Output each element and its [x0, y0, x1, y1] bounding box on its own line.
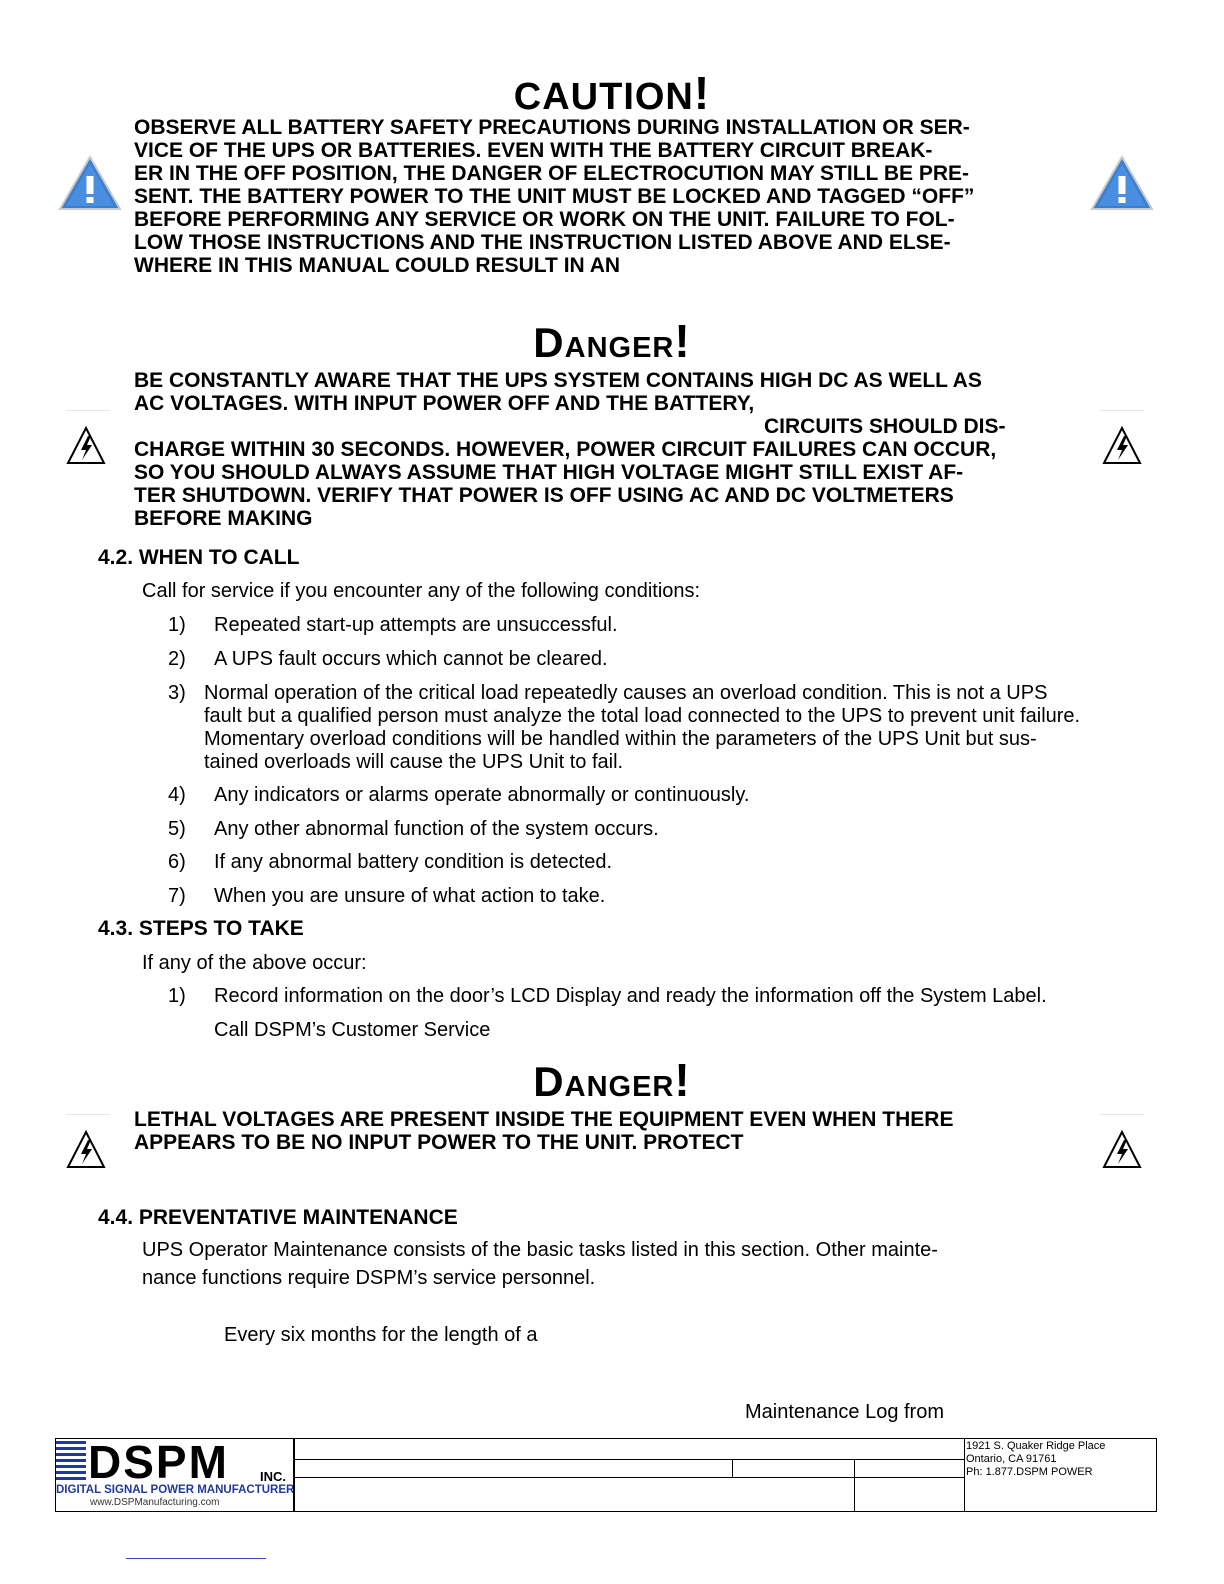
- list-item: If any abnormal battery condition is detected.: [214, 851, 613, 873]
- danger-line: BE CONSTANTLY AWARE THAT THE UPS SYSTEM CONTAINS HIGH DC AS WELL AS: [134, 369, 982, 392]
- section-paragraph: nance functions require DSPM’s service personnel.: [142, 1267, 596, 1289]
- danger-title-text: Danger: [533, 1058, 675, 1105]
- logo-subtitle: DIGITAL SIGNAL POWER MANUFACTURER: [56, 1484, 295, 1496]
- list-item: When you are unsure of what action to take.: [214, 885, 606, 907]
- grid-line: [732, 1459, 733, 1477]
- list-item: Repeated start-up attempts are unsuccessful.: [214, 614, 618, 636]
- caution-line: ER IN THE OFF POSITION, THE DANGER OF ELECTROCUTION MAY STILL BE PRE-: [134, 162, 969, 185]
- caution-title-bang: !: [693, 67, 711, 119]
- divider: [1100, 1114, 1144, 1115]
- section-intro: Call for service if you encounter any of the following conditions:: [142, 580, 701, 602]
- danger-title-text: Danger: [533, 319, 675, 366]
- maintenance-log-text: Maintenance Log from: [745, 1401, 945, 1423]
- caution-line: LOW THOSE INSTRUCTIONS AND THE INSTRUCTION LISTED ABOVE AND ELSE-: [134, 231, 951, 254]
- logo-main: DSPM: [88, 1436, 229, 1488]
- warning-triangle-icon: [1090, 154, 1154, 212]
- high-voltage-icon: [1102, 1130, 1142, 1170]
- address-line: Ph: 1.877.DSPM POWER: [966, 1466, 1093, 1478]
- list-number: 2): [168, 648, 186, 670]
- schedule-text: Every six months for the length of a: [224, 1324, 538, 1346]
- logo-url: www.DSPManufacturing.com: [90, 1497, 220, 1508]
- list-number: 1): [168, 985, 186, 1007]
- section-heading: 4.4. PREVENTATIVE MAINTENANCE: [98, 1206, 458, 1229]
- caution-title: [0, 66, 1224, 120]
- section-heading: 4.2. WHEN TO CALL: [98, 546, 300, 569]
- list-number: 7): [168, 885, 186, 907]
- danger-line: CHARGE WITHIN 30 SECONDS. HOWEVER, POWER CIRCUIT FAILURES CAN OCCUR,: [134, 438, 997, 461]
- danger-line: TER SHUTDOWN. VERIFY THAT POWER IS OFF USING AC AND DC VOLTMETERS: [134, 484, 954, 507]
- high-voltage-icon: [66, 426, 106, 466]
- list-item: Record information on the door’s LCD Display and ready the information off the System Label.: [214, 985, 1047, 1007]
- grid-line: [964, 1439, 965, 1511]
- list-item: Any other abnormal function of the system occurs.: [214, 818, 659, 840]
- list-number: 4): [168, 784, 186, 806]
- high-voltage-icon: [1102, 426, 1142, 466]
- danger-title-bang: !: [674, 315, 691, 367]
- company-logo: [55, 1438, 295, 1512]
- list-item: tained overloads will cause the UPS Unit to fail.: [204, 751, 624, 773]
- warning-triangle-icon: [58, 154, 122, 212]
- section-intro: If any of the above occur:: [142, 952, 367, 974]
- danger-line: BEFORE MAKING: [134, 507, 313, 530]
- footnote-rule: [126, 1558, 266, 1559]
- danger-title: [0, 314, 1224, 368]
- divider: [66, 1114, 110, 1115]
- list-item: fault but a qualified person must analyze the total load connected to the UPS to prevent unit failure.: [204, 705, 1081, 727]
- divider: [1100, 410, 1144, 411]
- title-block: [293, 1438, 1157, 1512]
- caution-line: VICE OF THE UPS OR BATTERIES. EVEN WITH THE BATTERY CIRCUIT BREAK-: [134, 139, 933, 162]
- danger-line: LETHAL VOLTAGES ARE PRESENT INSIDE THE EQUIPMENT EVEN WHEN THERE: [134, 1108, 954, 1131]
- list-item: Momentary overload conditions will be handled within the parameters of the UPS Unit but sus-: [204, 728, 1037, 750]
- address-line: 1921 S. Quaker Ridge Place: [966, 1440, 1106, 1452]
- section-heading: 4.3. STEPS TO TAKE: [98, 917, 304, 940]
- list-item: A UPS fault occurs which cannot be cleared.: [214, 648, 608, 670]
- list-number: 6): [168, 851, 186, 873]
- danger-line: APPEARS TO BE NO INPUT POWER TO THE UNIT. PROTECT: [134, 1131, 744, 1154]
- logo-inc: INC.: [260, 1469, 286, 1484]
- danger-line: CIRCUITS SHOULD DIS-: [764, 415, 1006, 438]
- caution-line: SENT. THE BATTERY POWER TO THE UNIT MUST BE LOCKED AND TAGGED “OFF”: [134, 185, 975, 208]
- danger-title: [0, 1053, 1224, 1107]
- high-voltage-icon: [66, 1130, 106, 1170]
- grid-line: [294, 1477, 964, 1478]
- address-line: Ontario, CA 91761: [966, 1453, 1057, 1465]
- danger-line: AC VOLTAGES. WITH INPUT POWER OFF AND THE BATTERY,: [134, 392, 755, 415]
- section-paragraph: UPS Operator Maintenance consists of the basic tasks listed in this section. Other mainte-: [142, 1239, 938, 1261]
- list-item: Call DSPM’s Customer Service: [214, 1019, 491, 1041]
- danger-line: SO YOU SHOULD ALWAYS ASSUME THAT HIGH VOLTAGE MIGHT STILL EXIST AF-: [134, 461, 964, 484]
- list-number: 3): [168, 682, 186, 704]
- caution-title-text: CAUTION: [513, 76, 694, 118]
- divider: [66, 410, 110, 411]
- logo-stripes-icon: [56, 1441, 86, 1485]
- caution-line: BEFORE PERFORMING ANY SERVICE OR WORK ON THE UNIT. FAILURE TO FOL-: [134, 208, 955, 231]
- list-number: 5): [168, 818, 186, 840]
- list-item: Normal operation of the critical load repeatedly causes an overload condition. This is not a UPS: [204, 682, 1048, 704]
- danger-title-bang: !: [674, 1054, 691, 1106]
- caution-line: OBSERVE ALL BATTERY SAFETY PRECAUTIONS DURING INSTALLATION OR SER-: [134, 116, 970, 139]
- list-number: 1): [168, 614, 186, 636]
- company-address: [966, 1440, 1105, 1479]
- list-item: Any indicators or alarms operate abnormally or continuously.: [214, 784, 750, 806]
- grid-line: [854, 1459, 855, 1511]
- caution-line: WHERE IN THIS MANUAL COULD RESULT IN AN: [134, 254, 621, 277]
- grid-line: [294, 1459, 964, 1460]
